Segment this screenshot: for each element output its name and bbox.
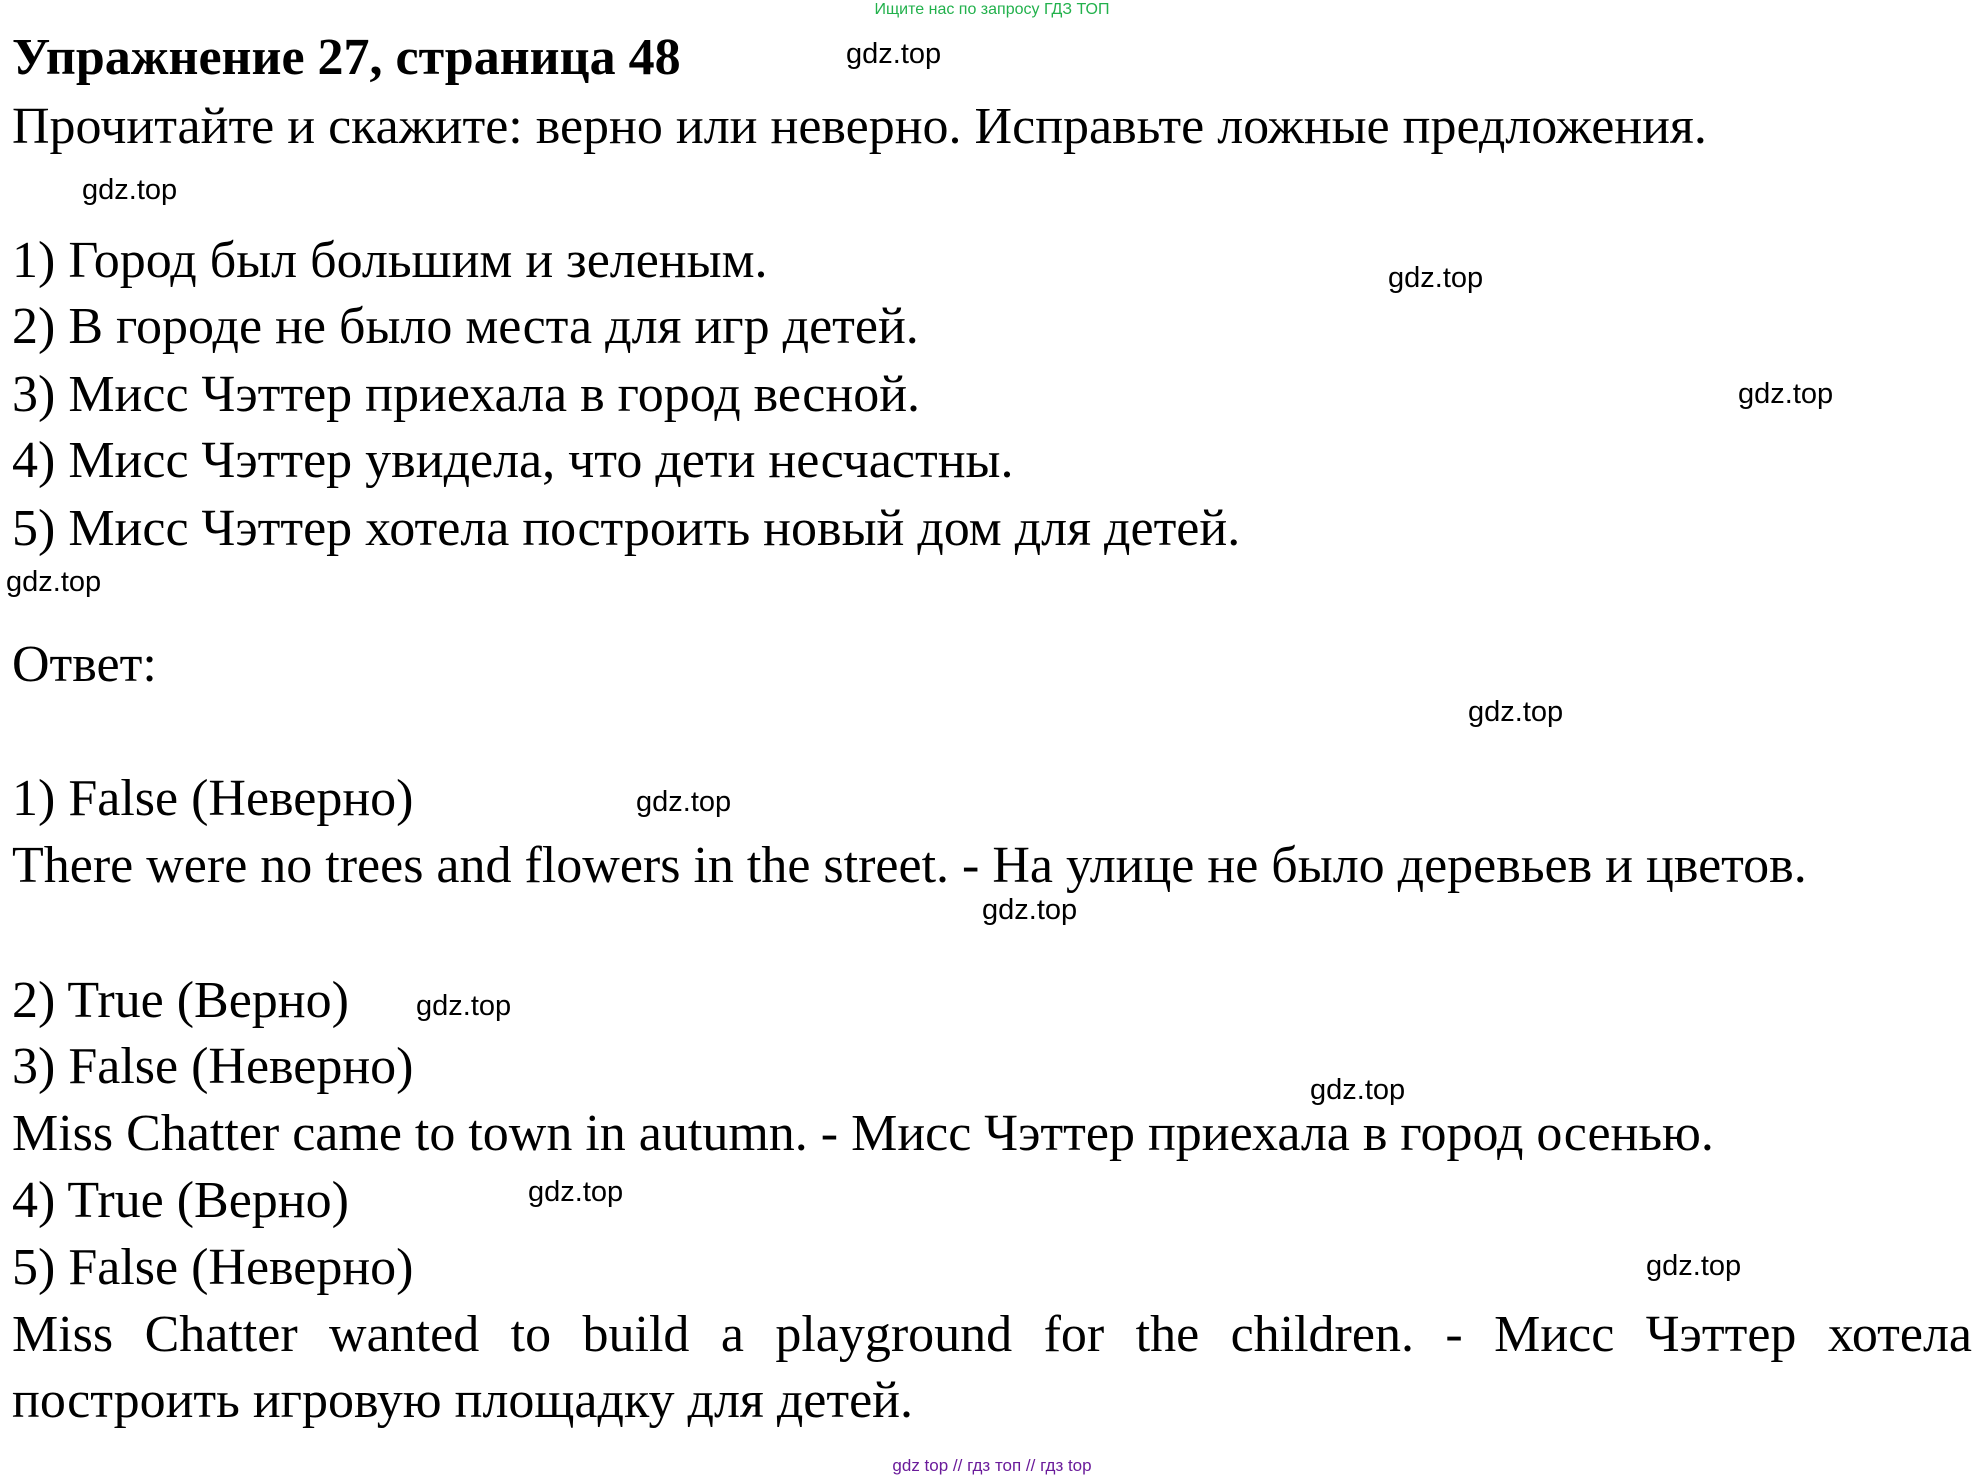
question-item-5: 5) Мисс Чэттер хотела построить новый дом для детей. xyxy=(12,500,1241,557)
watermark: gdz.top xyxy=(1738,378,1834,410)
page-title: Упражнение 27, страница 48 xyxy=(12,29,681,86)
watermark: gdz.top xyxy=(416,990,512,1022)
answer-verdict-5: 5) False (Неверно) xyxy=(12,1239,414,1296)
answer-verdict-3: 3) False (Неверно) xyxy=(12,1038,414,1095)
instruction: Прочитайте и скажите: верно или неверно. Исправьте ложные предложения. xyxy=(12,98,1707,155)
watermark: gdz.top xyxy=(1310,1074,1406,1106)
question-item-3: 3) Мисс Чэттер приехала в город весной. xyxy=(12,366,921,423)
top-banner: Ищите нас по запросу ГДЗ ТОП xyxy=(874,1,1110,18)
watermark: gdz.top xyxy=(82,174,178,206)
watermark: gdz.top xyxy=(1388,262,1484,294)
question-item-2: 2) В городе не было места для игр детей. xyxy=(12,298,919,355)
answer-verdict-1: 1) False (Неверно) xyxy=(12,770,414,827)
watermark: gdz.top xyxy=(1468,696,1564,728)
answer-verdict-2: 2) True (Верно) xyxy=(12,972,349,1029)
answer-correction-5: Miss Chatter wanted to build a playground for the children. - Мисс Чэттер хотела построить игровую площадку для детей. xyxy=(12,1306,1972,1429)
watermark: gdz.top xyxy=(528,1176,624,1208)
answer-correction-1: There were no trees and flowers in the street. - На улице не было деревьев и цветов. xyxy=(12,837,1807,894)
watermark: gdz.top xyxy=(1646,1250,1742,1282)
answer-verdict-4: 4) True (Верно) xyxy=(12,1172,349,1229)
watermark: gdz.top xyxy=(846,38,942,70)
question-item-4: 4) Мисс Чэттер увидела, что дети несчастны. xyxy=(12,432,1014,489)
watermark: gdz.top xyxy=(982,894,1078,926)
footer-links[interactable]: gdz top // гдз топ // гдз top xyxy=(892,1456,1092,1475)
answer-correction-3: Miss Chatter came to town in autumn. - Мисс Чэттер приехала в город осенью. xyxy=(12,1105,1714,1162)
answer-heading: Ответ: xyxy=(12,636,157,693)
question-item-1: 1) Город был большим и зеленым. xyxy=(12,232,768,289)
watermark: gdz.top xyxy=(636,786,732,818)
watermark: gdz.top xyxy=(6,566,102,598)
